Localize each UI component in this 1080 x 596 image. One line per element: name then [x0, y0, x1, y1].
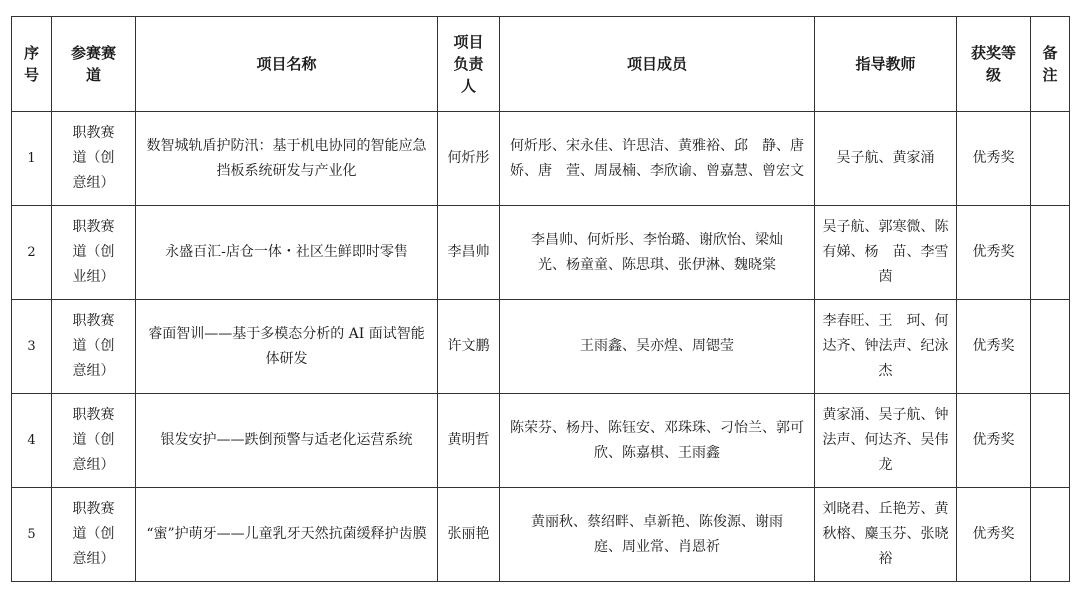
cell-award: 优秀奖 — [957, 488, 1031, 582]
cell-index: 4 — [12, 394, 52, 488]
cell-award: 优秀奖 — [957, 394, 1031, 488]
header-teachers: 指导教师 — [815, 17, 957, 112]
table-header-row — [12, 17, 1070, 112]
cell-project-name: 银发安护——跌倒预警与适老化运营系统 — [136, 394, 438, 488]
cell-note — [1031, 206, 1070, 300]
cell-members: 何炘彤、宋永佳、许思洁、黄雅裕、邱 静、唐 娇、唐 萱、周晟楠、李欣谕、曾嘉慧、曾宏文 — [500, 112, 815, 206]
table-row — [12, 488, 1070, 582]
cell-note — [1031, 300, 1070, 394]
header-note: 备注 — [1031, 17, 1070, 112]
header-leader: 项目负责人 — [438, 17, 500, 112]
header-project-name: 项目名称 — [136, 17, 438, 112]
cell-award: 优秀奖 — [957, 112, 1031, 206]
header-track: 参赛赛道 — [52, 17, 136, 112]
cell-track: 职教赛道（创意组） — [52, 394, 136, 488]
header-members: 项目成员 — [500, 17, 815, 112]
header-index: 序号 — [12, 17, 52, 112]
cell-award: 优秀奖 — [957, 300, 1031, 394]
cell-track: 职教赛道（创意组） — [52, 300, 136, 394]
cell-members: 李昌帅、何炘彤、李怡璐、谢欣怡、梁灿光、杨童童、陈思琪、张伊淋、魏晓棠 — [500, 206, 815, 300]
awards-table — [11, 16, 1070, 582]
cell-note — [1031, 394, 1070, 488]
cell-teachers: 刘晓君、丘艳芳、黄秋榕、麋玉芬、张晓裕 — [815, 488, 957, 582]
table-row — [12, 394, 1070, 488]
header-award: 获奖等级 — [957, 17, 1031, 112]
cell-award: 优秀奖 — [957, 206, 1031, 300]
cell-track: 职教赛道（创意组） — [52, 112, 136, 206]
cell-index: 2 — [12, 206, 52, 300]
cell-leader: 张丽艳 — [438, 488, 500, 582]
cell-teachers: 黄家涌、吴子航、钟法声、何达齐、吴伟龙 — [815, 394, 957, 488]
table-row — [12, 112, 1070, 206]
cell-members: 陈荣芬、杨丹、陈钰安、邓珠珠、刁怡兰、郭可欣、陈嘉棋、王雨鑫 — [500, 394, 815, 488]
cell-project-name: “蜜”护萌牙——儿童乳牙天然抗菌缓释护齿膜 — [136, 488, 438, 582]
table-row — [12, 300, 1070, 394]
cell-project-name: 睿面智训——基于多模态分析的 AI 面试智能体研发 — [136, 300, 438, 394]
cell-leader: 许文鹏 — [438, 300, 500, 394]
cell-index: 5 — [12, 488, 52, 582]
cell-project-name: 数智城轨盾护防汛：基于机电协同的智能应急挡板系统研发与产业化 — [136, 112, 438, 206]
cell-members: 王雨鑫、吴亦煌、周锶莹 — [500, 300, 815, 394]
cell-track: 职教赛道（创意组） — [52, 488, 136, 582]
cell-note — [1031, 488, 1070, 582]
cell-leader: 黄明哲 — [438, 394, 500, 488]
table-row — [12, 206, 1070, 300]
cell-teachers: 吴子航、郭寒微、陈有娣、杨 苗、李雪茵 — [815, 206, 957, 300]
cell-project-name: 永盛百汇-店仓一体・社区生鲜即时零售 — [136, 206, 438, 300]
cell-track: 职教赛道（创业组） — [52, 206, 136, 300]
cell-leader: 何炘彤 — [438, 112, 500, 206]
cell-members: 黄丽秋、蔡绍畔、卓新艳、陈俊源、谢雨庭、周业常、肖恩祈 — [500, 488, 815, 582]
cell-teachers: 李春旺、王 珂、何达齐、钟法声、纪泳杰 — [815, 300, 957, 394]
cell-teachers: 吴子航、黄家涌 — [815, 112, 957, 206]
cell-index: 1 — [12, 112, 52, 206]
cell-index: 3 — [12, 300, 52, 394]
cell-note — [1031, 112, 1070, 206]
cell-leader: 李昌帅 — [438, 206, 500, 300]
